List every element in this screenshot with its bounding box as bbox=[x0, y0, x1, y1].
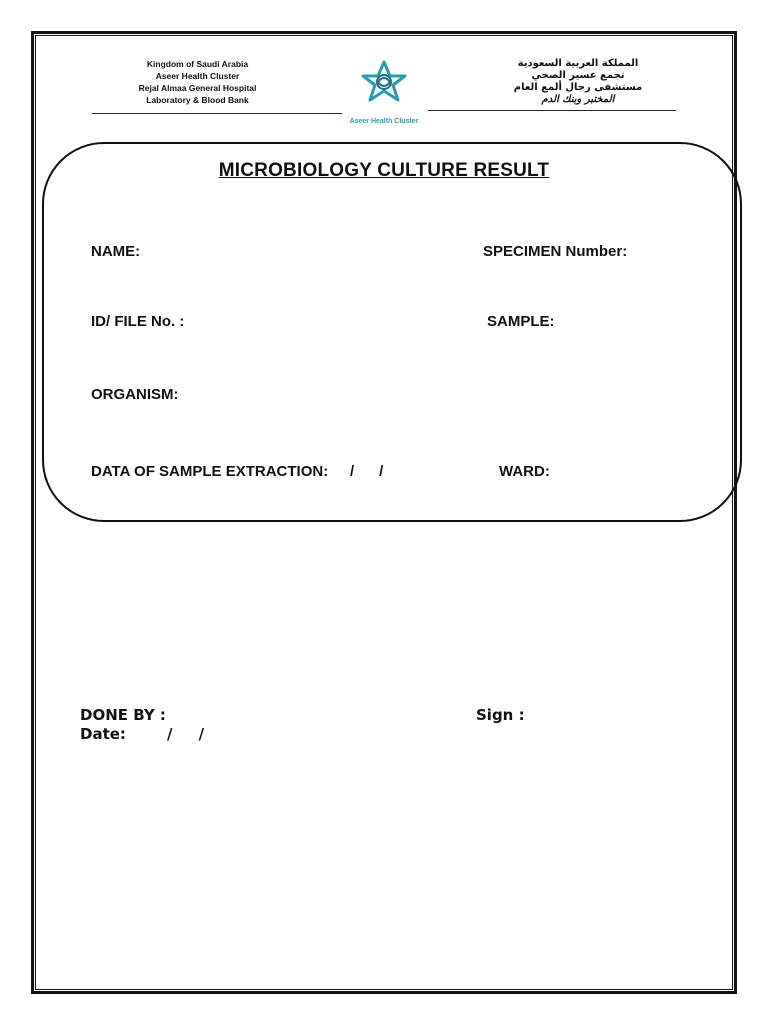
logo-caption bbox=[330, 117, 438, 126]
header-en-line: Rejal Almaa General Hospital bbox=[138, 83, 257, 93]
date-value: / / bbox=[167, 725, 205, 743]
header-ar-line: تجمع عسير الصحي bbox=[531, 70, 625, 81]
sample-label: SAMPLE: bbox=[487, 313, 555, 330]
logo-caption-en: Aseer Health Cluster bbox=[349, 118, 419, 125]
aseer-health-cluster-logo-icon bbox=[352, 58, 416, 108]
date-label: Date: bbox=[80, 725, 126, 743]
header-divider-left bbox=[92, 113, 342, 114]
header-en-line: Aseer Health Cluster bbox=[155, 71, 240, 81]
header-ar-line: المختبر وبنك الدم bbox=[541, 94, 615, 105]
extraction-date-label: DATA OF SAMPLE EXTRACTION: bbox=[91, 463, 329, 480]
sign-label: Sign : bbox=[476, 706, 525, 724]
header-arabic-block bbox=[478, 58, 678, 106]
id-file-label: ID/ FILE No. : bbox=[91, 313, 185, 330]
header-ar-line: المملكة العربية السعودية bbox=[517, 58, 639, 69]
specimen-number-label: SPECIMEN Number: bbox=[483, 243, 628, 260]
organism-label: ORGANISM: bbox=[91, 386, 179, 403]
name-label: NAME: bbox=[91, 243, 141, 260]
form-title: MICROBIOLOGY CULTURE RESULT bbox=[218, 160, 550, 181]
ward-label: WARD: bbox=[499, 463, 550, 480]
header-en-line: Kingdom of Saudi Arabia bbox=[146, 59, 249, 69]
header-english-block bbox=[100, 58, 295, 106]
header-en-line: Laboratory & Blood Bank bbox=[146, 95, 249, 105]
header-ar-line: مستشفى رجال ألمع العام bbox=[513, 82, 643, 93]
header-divider-right bbox=[428, 110, 676, 111]
done-by-label: DONE BY : bbox=[80, 706, 166, 724]
extraction-date-value: / / bbox=[350, 463, 384, 480]
